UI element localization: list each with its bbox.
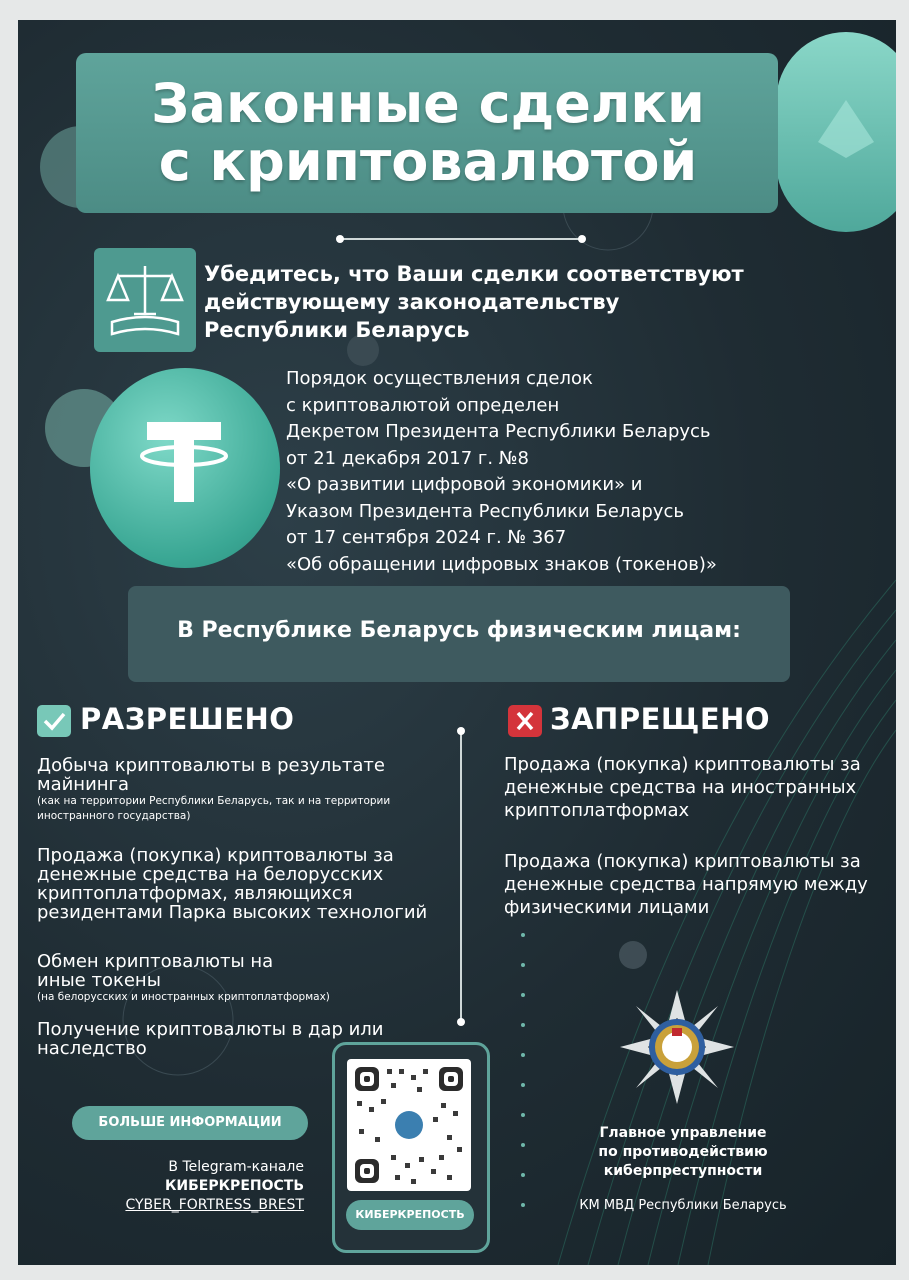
decree-line: Декретом Президента Республики Беларусь [286, 421, 711, 442]
column-divider [460, 732, 462, 1022]
qr-label: КИБЕРКРЕПОСТЬ [346, 1200, 474, 1230]
tether-symbol-icon [130, 408, 240, 518]
divider-dot-right [578, 235, 586, 243]
column-divider-dot-bottom [457, 1018, 465, 1026]
decree-line: Указом Президента Республики Беларусь [286, 500, 684, 522]
decree-line: Порядок осуществления сделок [286, 368, 593, 389]
allowed-item: Обмен криптовалюты на иные токены (на белорусских и иностранных криптоплатформах) [37, 951, 330, 1003]
more-info-button[interactable]: БОЛЬШЕ ИНФОРМАЦИИ [72, 1106, 308, 1140]
page-title: Законные сделки с криптовалютой [151, 72, 705, 193]
decree-line: «Об обращении цифровых знаков (токенов)» [286, 553, 717, 575]
law-scales-icon [94, 248, 196, 352]
title-divider [341, 238, 581, 240]
column-divider-dot-top [457, 727, 465, 735]
agency-name: Главное управление по противодействию киберпреступности [598, 1125, 768, 1179]
telegram-info: В Telegram-канале КИБЕРКРЕПОСТЬ CYBER_FORTRESS_BREST [125, 1159, 304, 1213]
decree-text [286, 366, 826, 578]
check-icon [37, 705, 71, 737]
allowed-heading: РАЗРЕШЕНО [80, 702, 295, 736]
allowed-item: Продажа (покупка) криптовалюты за денежные средства на белорусских криптоплатформах, являющихся резидентами Парка высоких технологий [37, 845, 428, 923]
allowed-item: Получение криптовалюты в дар или наследство [37, 1019, 384, 1059]
decree-line: от 17 сентября 2024 г. № 367 [286, 527, 567, 548]
police-star-emblem-icon [618, 988, 736, 1106]
decree-line: от 21 декабря 2017 г. №8 [286, 447, 529, 469]
poster [18, 20, 896, 1265]
divider-dot-left [336, 235, 344, 243]
agency-subtitle: КМ МВД Республики Беларусь [579, 1198, 787, 1213]
scales-book-icon [94, 248, 196, 352]
telegram-handle-link[interactable]: CYBER_FORTRESS_BREST [125, 1197, 304, 1213]
decree-line: «О развитии цифровой экономики» и [286, 474, 643, 495]
subtitle: Убедитесь, что Ваши сделки соответствуют действующему законодательству Республики Беларусь [204, 262, 744, 342]
banner-text: В Республике Беларусь физическим лицам: [177, 618, 741, 643]
decree-line: с криптовалютой определен [286, 394, 560, 416]
forbidden-item: Продажа (покупка) криптовалюты за денежные средства на иностранных криптоплатформах [504, 754, 861, 821]
qr-code-icon[interactable] [347, 1059, 471, 1191]
forbidden-heading: ЗАПРЕЩЕНО [550, 702, 771, 736]
cross-icon [508, 705, 542, 737]
allowed-item: Добыча криптовалюты в результате майнинга (как на территории Республики Беларусь, так и на территории иностранного государства) [37, 755, 391, 822]
forbidden-item: Продажа (покупка) криптовалюты за денежные средства напрямую между физическими лицами [504, 851, 868, 918]
